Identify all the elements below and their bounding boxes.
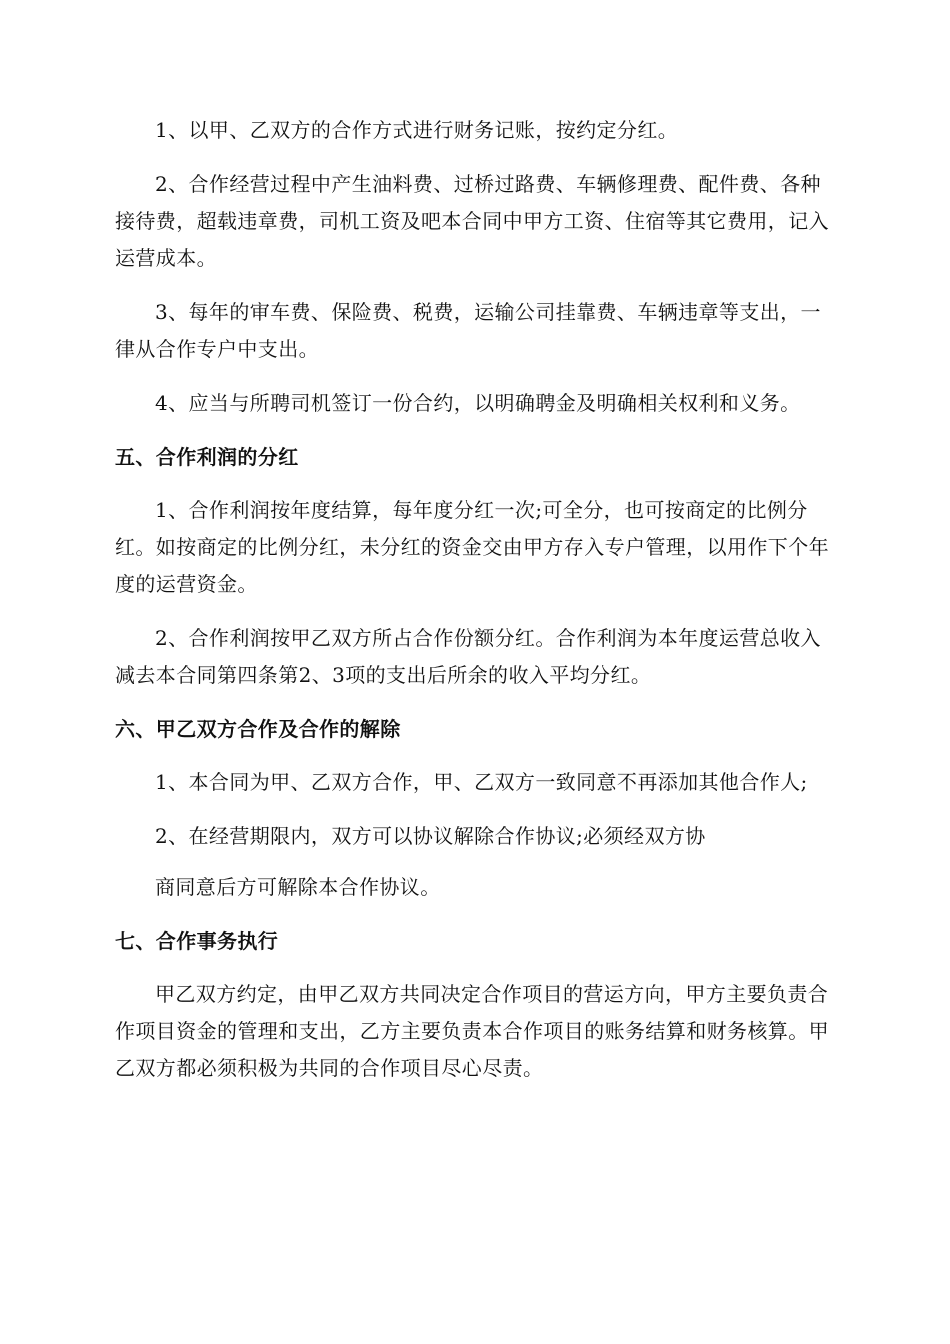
section-heading-5: 五、合作利润的分红: [115, 445, 299, 469]
paragraph-clause-4-3: 3、每年的审车费、保险费、税费，运输公司挂靠费、车辆违章等支出，一律从合作专户中支出。: [115, 300, 821, 361]
paragraph-clause-6-2-continued: 商同意后方可解除本合作协议。: [155, 875, 441, 899]
section-heading-6: 六、甲乙双方合作及合作的解除: [115, 717, 401, 741]
paragraph-clause-5-2: 2、合作利润按甲乙双方所占合作份额分红。合作利润为本年度运营总收入减去本合同第四条第2、3项的支出后所余的收入平均分红。: [115, 626, 821, 687]
document-body: [115, 112, 833, 1104]
paragraph-clause-4-2: 2、合作经营过程中产生油料费、过桥过路费、车辆修理费、配件费、各种接待费，超载违章费，司机工资及吧本合同中甲方工资、住宿等其它费用，记入运营成本。: [115, 172, 829, 270]
paragraph-clause-6-2: 2、在经营期限内，双方可以协议解除合作协议;必须经双方协: [155, 824, 706, 848]
paragraph-clause-5-1: 1、合作利润按年度结算，每年度分红一次;可全分，也可按商定的比例分红。如按商定的比例分红，未分红的资金交由甲方存入专户管理，以用作下个年度的运营资金。: [115, 498, 829, 596]
paragraph-clause-7: 甲乙双方约定，由甲乙双方共同决定合作项目的营运方向，甲方主要负责合作项目资金的管理和支出，乙方主要负责本合作项目的账务结算和财务核算。甲乙双方都必须积极为共同的合作项目尽心尽责。: [115, 982, 829, 1080]
paragraph-clause-6-1: 1、本合同为甲、乙双方合作，甲、乙双方一致同意不再添加其他合作人;: [155, 770, 808, 794]
paragraph-clause-4-1: 1、以甲、乙双方的合作方式进行财务记账，按约定分红。: [155, 118, 679, 142]
paragraph-clause-4-4: 4、应当与所聘司机签订一份合约，以明确聘金及明确相关权利和义务。: [155, 391, 801, 415]
section-heading-7: 七、合作事务执行: [115, 929, 279, 953]
